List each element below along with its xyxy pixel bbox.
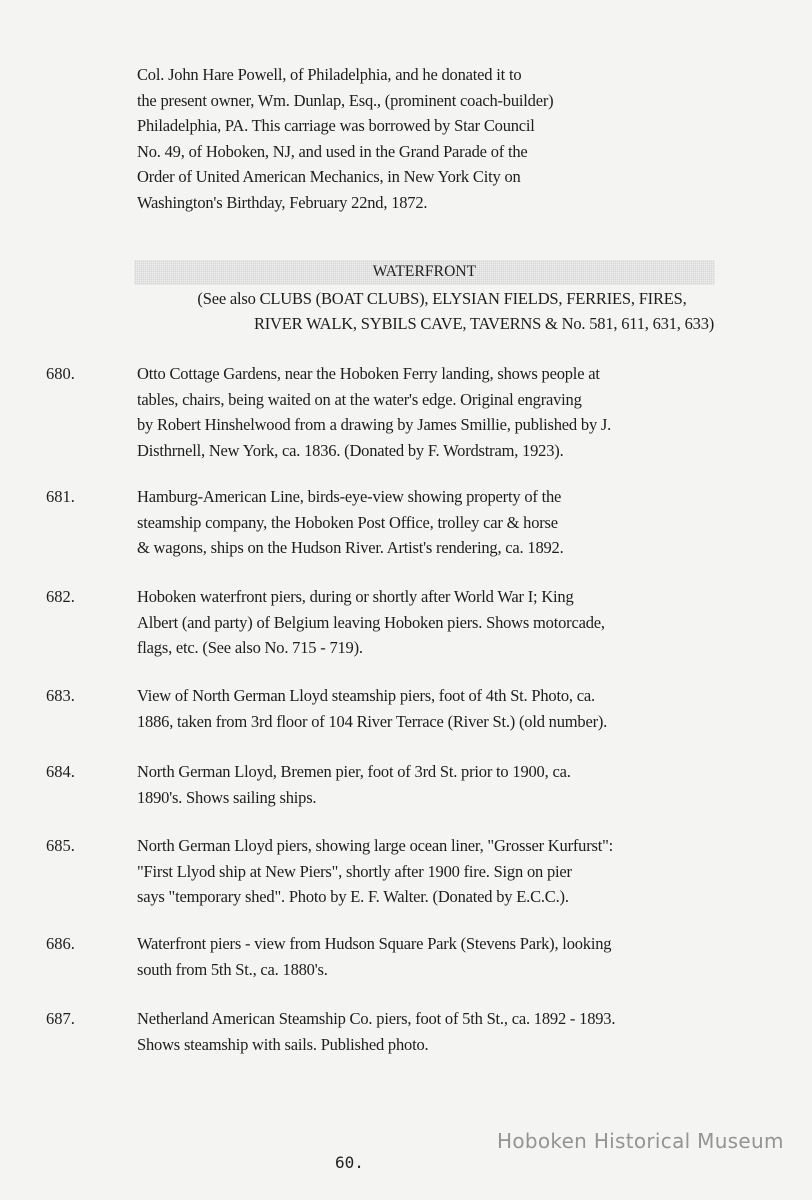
entry-description	[137, 584, 697, 661]
entry-description	[137, 1006, 697, 1057]
entry-number: 687.	[46, 1009, 75, 1028]
entry-line: North German Lloyd piers, showing large ocean liner, "Grosser Kurfurst":	[137, 836, 614, 855]
entry-line: steamship company, the Hoboken Post Office, trolley car & horse	[137, 512, 558, 532]
intro-line: Col. John Hare Powell, of Philadelphia, and he donated it to	[137, 65, 522, 84]
entry-number: 684.	[46, 762, 75, 781]
entry-line: says "temporary shed". Photo by E. F. Walter. (Donated by E.C.C.).	[137, 887, 569, 906]
entry-line: Disthrnell, New York, ca. 1836. (Donated by F. Wordstram, 1923).	[137, 440, 564, 460]
entry-line: Waterfront piers - view from Hudson Square Park (Stevens Park), looking	[137, 934, 612, 953]
entry-line: south from 5th St., ca. 1880's.	[137, 959, 328, 979]
intro-line: the present owner, Wm. Dunlap, Esq., (prominent coach-builder)	[137, 90, 554, 110]
entry-description	[137, 683, 697, 734]
entry-number: 681.	[46, 487, 75, 506]
entry-number: 683.	[46, 686, 75, 705]
entry-line: View of North German Lloyd steamship piers, foot of 4th St. Photo, ca.	[137, 686, 595, 705]
entry-description	[137, 833, 697, 910]
entry-line: tables, chairs, being waited on at the water's edge. Original engraving	[137, 389, 582, 409]
entry-line: 1886, taken from 3rd floor of 104 River Terrace (River St.) (old number).	[137, 711, 608, 731]
entry-line: Albert (and party) of Belgium leaving Hoboken piers. Shows motorcade,	[137, 612, 605, 632]
entry-number: 682.	[46, 587, 75, 606]
entry-line: Shows steamship with sails. Published photo.	[137, 1034, 429, 1054]
intro-line: Order of United American Mechanics, in New York City on	[137, 167, 521, 186]
entry-line: Otto Cottage Gardens, near the Hoboken Ferry landing, shows people at	[137, 364, 600, 383]
intro-paragraph	[137, 62, 697, 215]
see-also-note	[100, 286, 750, 336]
section-title: WATERFRONT	[372, 263, 477, 280]
entry-number: 685.	[46, 836, 75, 855]
intro-line: Philadelphia, PA. This carriage was borrowed by Star Council	[137, 116, 535, 135]
entry-line: Hamburg-American Line, birds-eye-view showing property of the	[137, 487, 562, 506]
museum-watermark: Hoboken Historical Museum	[497, 1129, 784, 1153]
entry-line: 1890's. Shows sailing ships.	[137, 787, 317, 807]
entry-line: North German Lloyd, Bremen pier, foot of 3rd St. prior to 1900, ca.	[137, 762, 571, 781]
entry-line: & wagons, ships on the Hudson River. Artist's rendering, ca. 1892.	[137, 538, 564, 557]
see-also-line: RIVER WALK, SYBILS CAVE, TAVERNS & No. 581, 611, 631, 633)	[253, 314, 715, 333]
entry-description	[137, 931, 697, 982]
entry-line: Netherland American Steamship Co. piers, foot of 5th St., ca. 1892 - 1893.	[137, 1009, 616, 1028]
page-number: 60.	[335, 1153, 364, 1172]
entry-description	[137, 759, 697, 810]
intro-line: No. 49, of Hoboken, NJ, and used in the Grand Parade of the	[137, 141, 528, 161]
entry-description	[137, 361, 697, 463]
entry-number: 686.	[46, 934, 75, 953]
intro-line: Washington's Birthday, February 22nd, 1872.	[137, 192, 428, 212]
entry-line: by Robert Hinshelwood from a drawing by James Smillie, published by J.	[137, 415, 612, 434]
see-also-line: (See also CLUBS (BOAT CLUBS), ELYSIAN FIELDS, FERRIES, FIRES,	[197, 289, 687, 308]
entry-line: "First Llyod ship at New Piers", shortly after 1900 fire. Sign on pier	[137, 861, 572, 881]
entry-description	[137, 484, 697, 561]
entry-line: flags, etc. (See also No. 715 - 719).	[137, 638, 363, 657]
entry-line: Hoboken waterfront piers, during or shortly after World War I; King	[137, 587, 574, 606]
entry-number: 680.	[46, 364, 75, 383]
